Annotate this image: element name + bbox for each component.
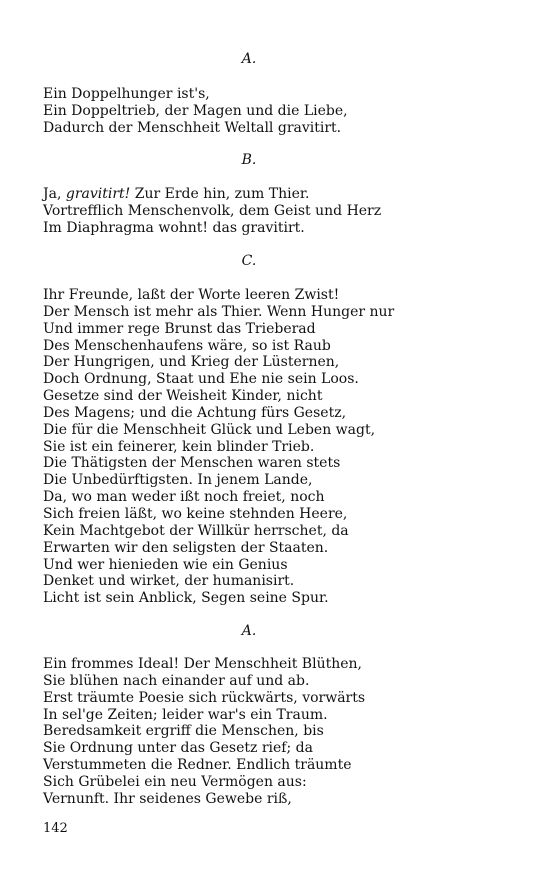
speaker-label: A. — [241, 51, 257, 67]
verse-line: Denket und wirket, der humanisirt. — [43, 573, 295, 590]
verse-line: Und immer rege Brunst das Trieberad — [43, 320, 316, 337]
verse-line: Doch Ordnung, Staat und Ehe nie sein Loos. — [43, 371, 359, 388]
emphasized-word: gravitirt! — [65, 186, 131, 202]
verse-line: In sel'ge Zeiten; leider war's ein Traum. — [43, 706, 328, 723]
verse-line: Ein Doppeltrieb, der Magen und die Liebe, — [43, 102, 348, 119]
verse-stanza — [43, 186, 513, 237]
verse-line: Der Mensch ist mehr als Thier. Wenn Hunger nur — [43, 303, 395, 320]
verse-line: Sie Ordnung unter das Gesetz rief; da — [43, 740, 313, 757]
verse-line: Beredsamkeit ergriff die Menschen, bis — [43, 723, 324, 740]
verse-line: Vernunft. Ihr seidenes Gewebe riß, — [43, 790, 292, 807]
verse-line: Sie ist ein feinerer, kein blinder Trieb. — [43, 438, 315, 455]
verse-line: Des Magens; und die Achtung fürs Gesetz, — [43, 404, 347, 421]
verse-line: Die für die Menschheit Glück und Leben wagt, — [43, 421, 376, 438]
verse-line — [43, 186, 513, 203]
speaker-label: C. — [241, 253, 257, 269]
verse-text: Ja, — [43, 186, 66, 202]
verse-stanza — [43, 86, 513, 137]
verse-line: Und wer hienieden wie ein Genius — [43, 556, 288, 573]
verse-line: Ein frommes Ideal! Der Menschheit Blüthen, — [43, 656, 362, 672]
verse-stanza — [43, 287, 513, 607]
verse-line: Im Diaphragma wohnt! das gravitirt. — [43, 219, 305, 236]
verse-line: Kein Machtgebot der Willkür herrschet, da — [43, 522, 349, 539]
verse-line: Verstummeten die Redner. Endlich träumte — [43, 757, 352, 774]
verse-line: Da, wo man weder ißt noch freiet, noch — [43, 489, 325, 506]
speaker-label: A. — [241, 623, 257, 639]
verse-line: Erst träumte Poesie sich rückwärts, vorwärts — [43, 689, 366, 706]
verse-line: Sich Grübelei ein neu Vermögen aus: — [43, 773, 307, 790]
verse-line: Dadurch der Menschheit Weltall gravitirt. — [43, 119, 342, 136]
verse-line: Die Unbedürftigsten. In jenem Lande, — [43, 472, 313, 489]
verse-line: Licht ist sein Anblick, Segen seine Spur. — [43, 590, 329, 607]
verse-line: Erwarten wir den seligsten der Staaten. — [43, 539, 329, 556]
page-number: 142 — [43, 821, 68, 836]
verse-line: Ihr Freunde, laßt der Worte leeren Zwist! — [43, 287, 340, 303]
verse-line: Ein Doppelhunger ist's, — [43, 86, 210, 102]
verse-line: Vortrefflich Menschenvolk, dem Geist und Herz — [43, 202, 382, 219]
verse-line: Der Hungrigen, und Krieg der Lüsternen, — [43, 354, 340, 371]
speaker-label: B. — [241, 152, 257, 168]
verse-line: Gesetze sind der Weisheit Kinder, nicht — [43, 388, 323, 405]
verse-stanza — [43, 656, 513, 808]
verse-line: Sich freien läßt, wo keine stehnden Heere, — [43, 505, 348, 522]
verse-text: Zur Erde hin, zum Thier. — [130, 186, 310, 202]
verse-line: Sie blühen nach einander auf und ab. — [43, 672, 310, 689]
verse-line: Des Menschenhaufens wäre, so ist Raub — [43, 337, 331, 354]
verse-line: Die Thätigsten der Menschen waren stets — [43, 455, 341, 472]
